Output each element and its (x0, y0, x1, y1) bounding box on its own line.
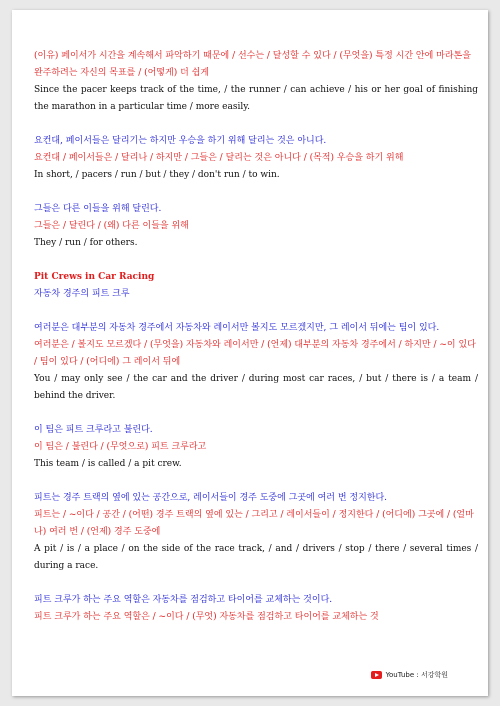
text-block (34, 133, 478, 184)
korean-sentence: 피트는 경주 트랙의 옆에 있는 공간으로, 레이서들이 경주 도중에 그곳에 여러 번 정지한다. (34, 493, 388, 503)
chunked-translation: (이유) 페이서가 시간을 계속해서 파악하기 때문에 / 선수는 / 달성할 수 있다 / (무엇을) 특정 시간 안에 마라톤을 완주하려는 자신의 목표를 / (어떻게) 더 쉽게 (34, 51, 471, 78)
chunked-translation: 요컨대 / 페이서들은 / 달리나 / 하지만 / 그들은 / 달리는 것은 아니다 / (목적) 우승을 하기 위해 (34, 153, 404, 163)
chunked-translation: 그들은 / 달린다 / (왜) 다른 이들을 위해 (34, 221, 189, 231)
english-sentence: They / run / for others. (34, 238, 138, 248)
document-content (34, 48, 478, 643)
english-sentence: In short, / pacers / run / but / they / don't run / to win. (34, 170, 280, 180)
document-page (12, 10, 488, 696)
chunked-translation: 피트 크루가 하는 주요 역할은 / ~이다 / (무엇) 자동차를 점검하고 타이어를 교체하는 것 (34, 612, 379, 622)
text-block (34, 592, 478, 626)
footer-text: YouTube : 서강학원 (385, 671, 448, 679)
english-sentence: Since the pacer keeps track of the time, / the runner / can achieve / his or her goal of finishing the marathon in a particular time / more easily. (34, 85, 478, 112)
text-block (34, 320, 478, 405)
chunked-translation: 피트는 / ~이다 / 공간 / (어떤) 경주 트랙의 옆에 있는 / 그리고 / 레이서들이 / 정지한다 / (어디에) 그곳에 / (얼마나) 여러 번 / (언제) 경주 도중에 (34, 510, 474, 537)
korean-sentence: 피트 크루가 하는 주요 역할은 자동차를 점검하고 타이어를 교체하는 것이다. (34, 595, 333, 605)
section-title: Pit Crews in Car Racing (34, 272, 155, 282)
text-block (34, 422, 478, 473)
footer (371, 670, 448, 680)
korean-sentence: 그들은 다른 이들을 위해 달린다. (34, 204, 162, 214)
section-subtitle: 자동차 경주의 피트 크루 (34, 289, 130, 299)
youtube-icon (371, 671, 382, 679)
english-sentence: You / may only see / the car and the driver / during most car races, / but / there is / a team / behind the driver. (34, 374, 478, 401)
korean-sentence: 이 팀은 피트 크루라고 불린다. (34, 425, 153, 435)
chunked-translation: 이 팀은 / 불린다 / (무엇으로) 피트 크루라고 (34, 442, 207, 452)
text-block (34, 48, 478, 116)
english-sentence: A pit / is / a place / on the side of the race track, / and / drivers / stop / there / several times / during a race. (34, 544, 478, 571)
korean-sentence: 여러분은 대부분의 자동차 경주에서 자동차와 레이서만 볼지도 모르겠지만, 그 레이서 뒤에는 팀이 있다. (34, 323, 440, 333)
english-sentence: This team / is called / a pit crew. (34, 459, 182, 469)
text-block (34, 490, 478, 575)
korean-sentence: 요컨대, 페이서들은 달리기는 하지만 우승을 하기 위해 달리는 것은 아니다. (34, 136, 327, 146)
chunked-translation: 여러분은 / 볼지도 모르겠다 / (무엇을) 자동차와 레이서만 / (언제) 대부분의 자동차 경주에서 / 하지만 / ~이 있다 / 팀이 있다 / (어디에) 그 레이서 뒤에 (34, 340, 476, 367)
text-block (34, 269, 478, 303)
text-block (34, 201, 478, 252)
